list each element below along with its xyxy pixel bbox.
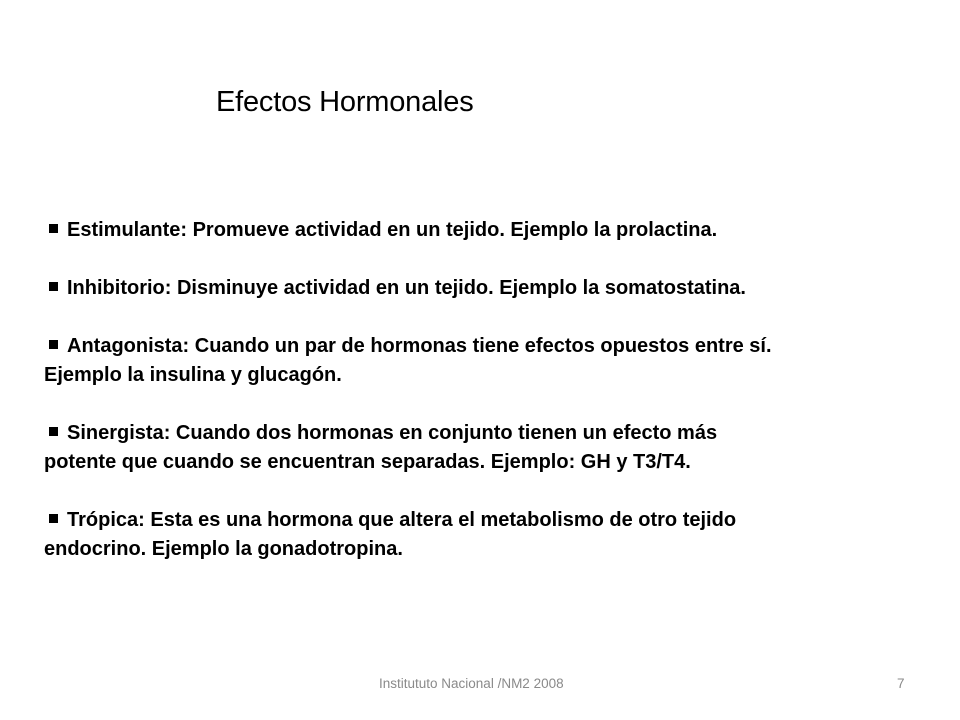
square-bullet-icon bbox=[49, 224, 58, 233]
bullet-text: Estimulante: Promueve actividad en un tejido. Ejemplo la prolactina. bbox=[67, 219, 718, 241]
bullet-text-continuation: potente que cuando se encuentran separadas. Ejemplo: GH y T3/T4. bbox=[44, 451, 691, 473]
bullet-antagonista bbox=[44, 332, 944, 390]
slide-title: Efectos Hormonales bbox=[216, 86, 474, 118]
bullet-estimulante bbox=[44, 216, 944, 245]
footer bbox=[0, 674, 960, 698]
square-bullet-icon bbox=[49, 514, 58, 523]
page-number: 7 bbox=[897, 676, 905, 691]
bullet-list bbox=[44, 216, 944, 593]
footer-text: Institututo Nacional /NM2 2008 bbox=[379, 676, 564, 691]
square-bullet-icon bbox=[49, 427, 58, 436]
bullet-tropica bbox=[44, 506, 944, 564]
bullet-sinergista bbox=[44, 419, 944, 477]
bullet-text-continuation: Ejemplo la insulina y glucagón. bbox=[44, 364, 342, 386]
square-bullet-icon bbox=[49, 282, 58, 291]
bullet-text: Trópica: Esta es una hormona que altera el metabolismo de otro tejido bbox=[67, 509, 737, 531]
bullet-text-continuation: endocrino. Ejemplo la gonadotropina. bbox=[44, 538, 403, 560]
bullet-text: Sinergista: Cuando dos hormonas en conjunto tienen un efecto más bbox=[67, 422, 718, 444]
bullet-text: Inhibitorio: Disminuye actividad en un tejido. Ejemplo la somatostatina. bbox=[67, 277, 746, 299]
bullet-text: Antagonista: Cuando un par de hormonas tiene efectos opuestos entre sí. bbox=[67, 335, 772, 357]
bullet-inhibitorio bbox=[44, 274, 944, 303]
square-bullet-icon bbox=[49, 340, 58, 349]
